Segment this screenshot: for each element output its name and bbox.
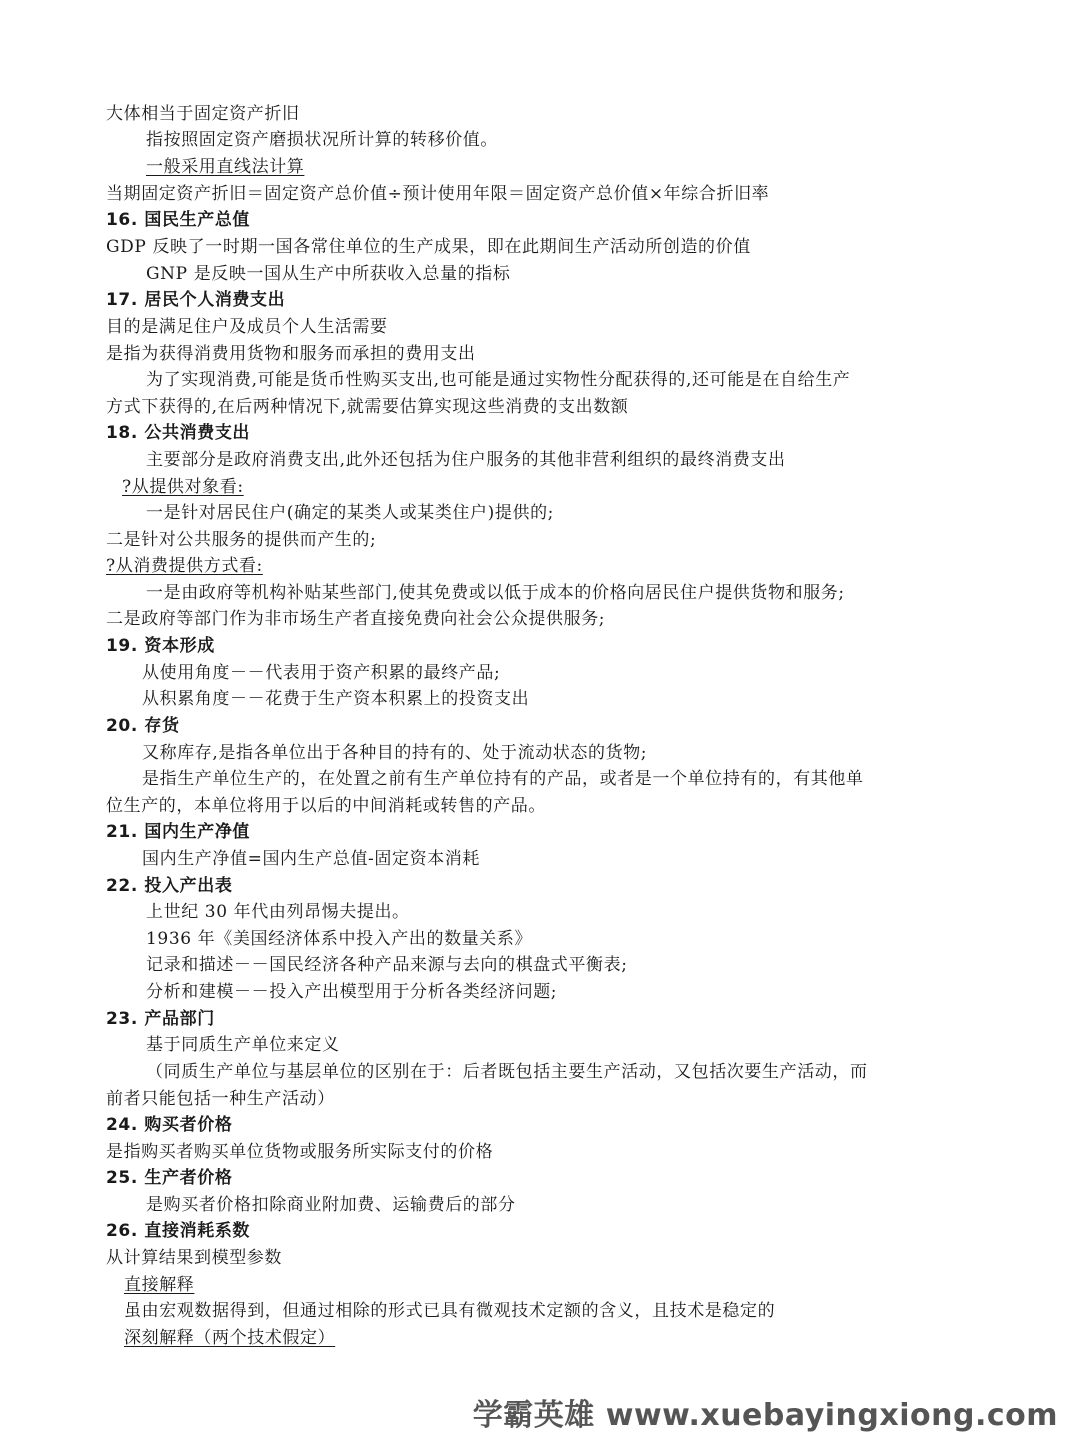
text-line: 一是由政府等机构补贴某些部门,使其免费或以低于成本的价格向居民住户提供货物和服务; <box>146 583 845 603</box>
underlined-text-line: ?从消费提供方式看: <box>106 556 263 576</box>
text-line: 从计算结果到模型参数 <box>106 1248 282 1268</box>
section-heading-22: 22. 投入产出表 <box>106 876 233 896</box>
text-line: 从使用角度－－代表用于资产积累的最终产品; <box>142 663 501 683</box>
text-line: 前者只能包括一种生产活动） <box>106 1089 335 1109</box>
text-line: 分析和建模－－投入产出模型用于分析各类经济问题; <box>146 982 558 1002</box>
section-heading-23: 23. 产品部门 <box>106 1009 215 1029</box>
section-heading-20: 20. 存货 <box>106 716 180 736</box>
section-heading-18: 18. 公共消费支出 <box>106 423 251 443</box>
section-heading-26: 26. 直接消耗系数 <box>106 1221 251 1241</box>
text-line: 1936 年《美国经济体系中投入产出的数量关系》 <box>146 929 533 949</box>
text-line: 是指为获得消费用货物和服务而承担的费用支出 <box>106 344 476 364</box>
section-heading-25: 25. 生产者价格 <box>106 1168 233 1188</box>
underlined-text-line: 直接解释 <box>124 1275 195 1295</box>
text-line: 二是政府等部门作为非市场生产者直接免费向社会公众提供服务; <box>106 609 606 629</box>
text-line: 又称库存,是指各单位出于各种目的持有的、处于流动状态的货物; <box>142 743 648 763</box>
text-line: GDP 反映了一时期一国各常住单位的生产成果，即在此期间生产活动所创造的价值 <box>106 237 751 257</box>
text-line: 一是针对居民住户(确定的某类人或某类住户)提供的; <box>146 503 554 523</box>
text-line: 目的是满足住户及成员个人生活需要 <box>106 317 388 337</box>
section-heading-17: 17. 居民个人消费支出 <box>106 290 286 310</box>
section-heading-19: 19. 资本形成 <box>106 636 215 656</box>
underlined-text-line: 深刻解释（两个技术假定） <box>124 1328 336 1348</box>
text-line: （同质生产单位与基层单位的区别在于：后者既包括主要生产活动，又包括次要生产活动，而 <box>146 1062 868 1082</box>
text-line: 当期固定资产折旧＝固定资产总价值÷预计使用年限＝固定资产总价值×年综合折旧率 <box>106 184 770 204</box>
text-line: 基于同质生产单位来定义 <box>146 1035 340 1055</box>
text-line: 虽由宏观数据得到，但通过相除的形式已具有微观技术定额的含义，且技术是稳定的 <box>124 1301 776 1321</box>
text-line: 是指生产单位生产的，在处置之前有生产单位持有的产品，或者是一个单位持有的，有其他单 <box>142 769 864 789</box>
underlined-text-line: ?从提供对象看: <box>122 477 244 497</box>
underlined-text-line: 一般采用直线法计算 <box>146 157 305 177</box>
text-line: 为了实现消费,可能是货币性购买支出,也可能是通过实物性分配获得的,还可能是在自给生产 <box>146 370 851 390</box>
text-line: 指按照固定资产磨损状况所计算的转移价值。 <box>146 130 498 150</box>
text-line: 国内生产净值=国内生产总值-固定资本消耗 <box>142 849 480 869</box>
watermark: 学霸英雄 www.xuebayingxiong.com <box>472 1398 1058 1433</box>
text-line: 记录和描述－－国民经济各种产品来源与去向的棋盘式平衡表; <box>146 955 628 975</box>
text-line: 从积累角度－－花费于生产资本积累上的投资支出 <box>142 689 530 709</box>
text-line: 是购买者价格扣除商业附加费、运输费后的部分 <box>146 1195 516 1215</box>
text-line: 方式下获得的,在后两种情况下,就需要估算实现这些消费的支出数额 <box>106 397 629 417</box>
text-line: 二是针对公共服务的提供而产生的; <box>106 530 377 550</box>
section-heading-21: 21. 国内生产净值 <box>106 822 251 842</box>
text-line: 上世纪 30 年代由列昂惕夫提出。 <box>146 902 410 922</box>
text-line: 大体相当于固定资产折旧 <box>106 104 300 124</box>
text-line: 主要部分是政府消费支出,此外还包括为住户服务的其他非营利组织的最终消费支出 <box>146 450 786 470</box>
text-line: 位生产的，本单位将用于以后的中间消耗或转售的产品。 <box>106 796 546 816</box>
section-heading-24: 24. 购买者价格 <box>106 1115 233 1135</box>
section-heading-16: 16. 国民生产总值 <box>106 210 251 230</box>
text-line: 是指购买者购买单位货物或服务所实际支付的价格 <box>106 1142 494 1162</box>
text-line: GNP 是反映一国从生产中所获收入总量的指标 <box>146 264 511 284</box>
